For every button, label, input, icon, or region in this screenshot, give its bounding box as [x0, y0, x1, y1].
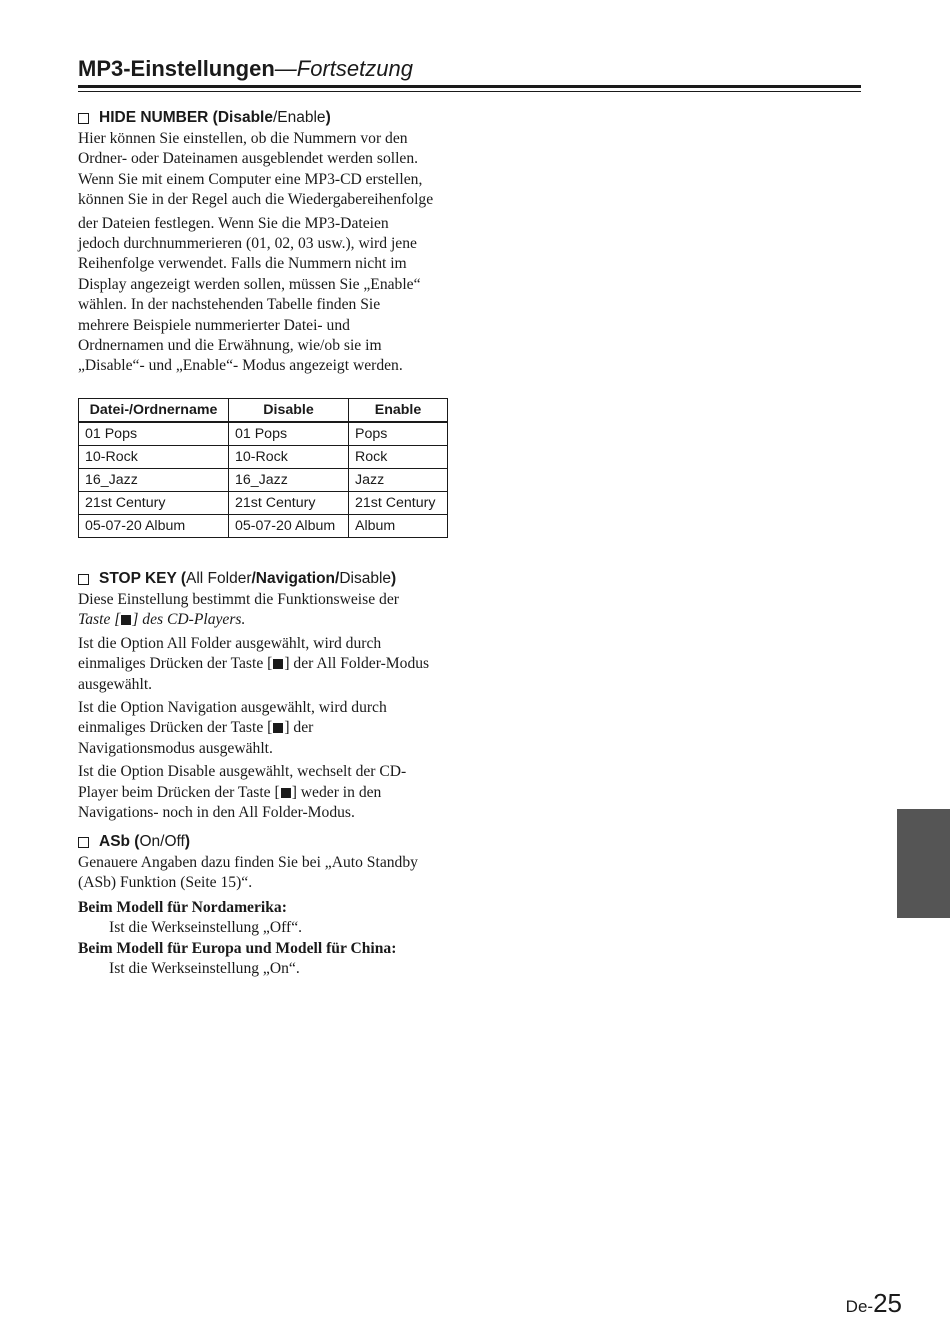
body-line: Ordnernamen und die Erwähnung, wie/ob sie im: [78, 337, 382, 355]
body-line: Wenn Sie mit einem Computer eine MP3-CD erstellen,: [78, 170, 423, 188]
table-cell: Pops: [349, 422, 448, 446]
body-line: Ist die Option Navigation ausgewählt, wird durch: [78, 699, 387, 717]
body-line: Navigations- noch in den All Folder-Modus.: [78, 804, 355, 822]
table-cell: 16_Jazz: [229, 469, 349, 492]
body-line: der Dateien festlegen. Wenn Sie die MP3-Dateien: [78, 214, 389, 232]
body-line: wählen. In der nachstehenden Tabelle finden Sie: [78, 296, 381, 314]
header-rule-thin: [78, 91, 861, 92]
body-line: (ASb) Funktion (Seite 15)“.: [78, 874, 253, 892]
table-cell: 21st Century: [79, 492, 229, 515]
body-line: ausgewählt.: [78, 675, 153, 693]
body-line: mehrere Beispiele nummerierter Datei- und: [78, 316, 350, 334]
body-line: einmaliges Drücken der Taste [ ] der: [78, 719, 314, 737]
body-line: jedoch durchnummerieren (01, 02, 03 usw.), wird jene: [78, 235, 417, 253]
stop-square-icon: [121, 615, 131, 625]
subheading-europe-china: Beim Modell für Europa und Modell für China:: [78, 939, 397, 957]
body-line: „Disable“- und „Enable“- Modus angezeigt werden.: [78, 357, 403, 375]
page-header: [78, 54, 860, 84]
table-cell: 05-07-20 Album: [79, 515, 229, 538]
body-line: Ordner- oder Dateinamen ausgeblendet werden sollen.: [78, 150, 419, 168]
table-header: Enable: [349, 399, 448, 423]
checkbox-icon: [78, 574, 89, 585]
checkbox-icon: [78, 837, 89, 848]
table-header: Datei-/Ordnername: [79, 399, 229, 423]
asb-section: [78, 832, 458, 979]
table-header: Disable: [229, 399, 349, 423]
table-cell: 21st Century: [229, 492, 349, 515]
checkbox-icon: [78, 113, 89, 124]
body-line: Reihenfolge verwendet. Falls die Nummern nicht im: [78, 255, 407, 273]
body-line: Diese Einstellung bestimmt die Funktionsweise der: [78, 591, 399, 608]
stop-key-section: [78, 569, 458, 823]
table-cell: Jazz: [349, 469, 448, 492]
table-cell: 01 Pops: [79, 422, 229, 446]
table-cell: 10-Rock: [79, 446, 229, 469]
hide-number-body: [78, 129, 458, 377]
body-line: Ist die Option All Folder ausgewählt, wird durch: [78, 634, 382, 652]
page-number: De-25: [845, 1288, 902, 1318]
stop-square-icon: [273, 659, 283, 669]
body-line: Ist die Option Disable ausgewählt, wechselt der CD-: [78, 763, 407, 781]
table-cell: 16_Jazz: [79, 469, 229, 492]
body-line: einmaliges Drücken der Taste [ ] der All Folder-Modus: [78, 655, 430, 673]
hide-number-section: [78, 108, 458, 377]
body-line: Player beim Drücken der Taste [ ] weder in den: [78, 783, 382, 801]
hide-number-table: [78, 398, 448, 538]
page-subtitle: —Fortsetzung: [274, 56, 413, 81]
table-cell: Album: [349, 515, 448, 538]
body-line: Display angezeigt werden sollen, müssen Sie „Enable“: [78, 275, 421, 293]
table-cell: 01 Pops: [229, 422, 349, 446]
body-line: Ist die Werkseinstellung „Off“.: [109, 919, 303, 937]
table-cell: 21st Century: [349, 492, 448, 515]
chapter-side-tab: [897, 809, 950, 918]
table-cell: 10-Rock: [229, 446, 349, 469]
header-rule-thick: [78, 85, 861, 88]
table-row: [79, 469, 448, 492]
table-row: [79, 515, 448, 538]
body-line: Ist die Werkseinstellung „On“.: [109, 960, 300, 978]
body-line: Hier können Sie einstellen, ob die Nummern vor den: [78, 130, 408, 147]
table-header-row: [79, 399, 448, 423]
body-line: Navigationsmodus ausgewählt.: [78, 739, 273, 757]
stop-key-heading: STOP KEY ( All Folder / Navigation / Disable ): [78, 569, 458, 589]
page-title: MP3-Einstellungen: [78, 56, 275, 81]
hide-number-heading: HIDE NUMBER ( Disable /Enable ): [78, 108, 458, 128]
table-row: [79, 492, 448, 515]
table-cell: 05-07-20 Album: [229, 515, 349, 538]
body-line: Taste [ ] des CD-Players.: [78, 611, 246, 629]
subheading-north-america: Beim Modell für Nordamerika:: [78, 898, 287, 916]
table-row: [79, 422, 448, 446]
body-line: können Sie in der Regel auch die Wiedergabereihenfolge: [78, 191, 434, 209]
stop-square-icon: [281, 788, 291, 798]
asb-heading: ASb ( On/Off ): [78, 832, 458, 852]
table-row: [79, 446, 448, 469]
table-cell: Rock: [349, 446, 448, 469]
body-line: Genauere Angaben dazu finden Sie bei „Auto Standby: [78, 854, 418, 871]
stop-square-icon: [273, 723, 283, 733]
